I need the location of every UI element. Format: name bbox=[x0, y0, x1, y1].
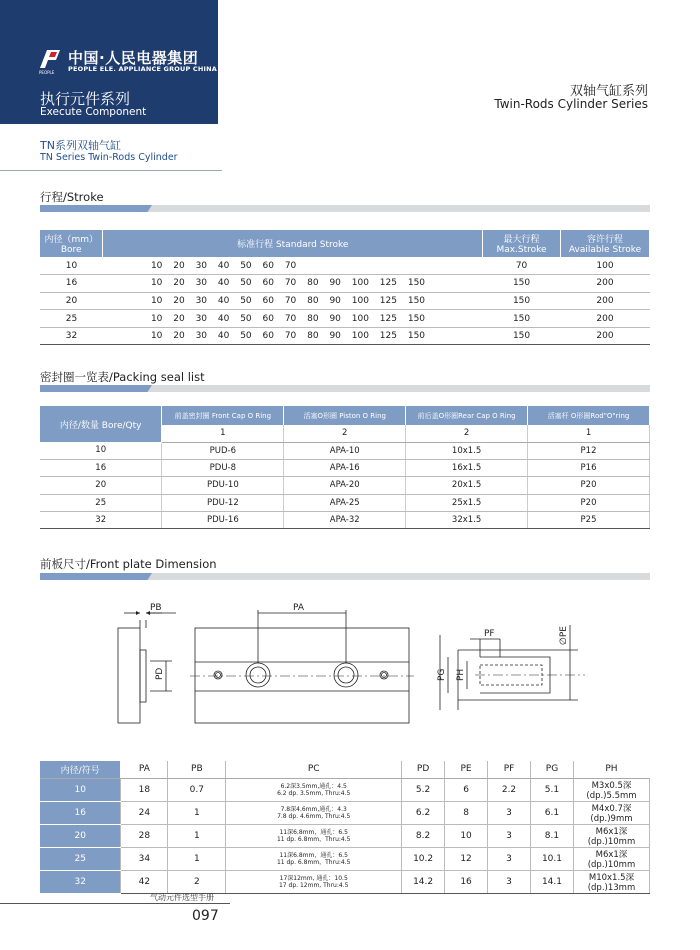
ph-header: PH bbox=[573, 761, 649, 778]
front-cap-header: 前盖密封圈 Front Cap O Ring bbox=[162, 406, 284, 425]
front-plate-heading-bar bbox=[40, 573, 650, 580]
brand-name-en: PEOPLE ELE. APPLIANCE GROUP CHINA bbox=[68, 65, 218, 73]
table-row: 25 PDU-12 APA-25 25x1.5 P20 bbox=[40, 494, 650, 511]
table-row: 32 10 20 30 40 50 60 70 80 90 100 125 150 150 200 bbox=[40, 327, 650, 345]
rear-cap-header: 前后盖O形圈Rear Cap O Ring bbox=[406, 406, 528, 425]
table-row: 16 PDU-8 APA-16 16x1.5 P16 bbox=[40, 459, 650, 476]
bore-symbol-header: 内径/符号 bbox=[40, 761, 121, 778]
footer-divider bbox=[0, 903, 230, 904]
label-ph: PH bbox=[456, 668, 466, 681]
front-view-plate bbox=[195, 628, 409, 723]
pb-header: PB bbox=[168, 761, 226, 778]
label-pb: PB bbox=[150, 603, 162, 613]
table-row: 10 PUD-6 APA-10 10x1.5 P12 bbox=[40, 442, 650, 459]
rod-header: 活塞杆 O形圈Rod"O"ring bbox=[528, 406, 650, 425]
table-row: 20 10 20 30 40 50 60 70 80 90 100 125 150 150 200 bbox=[40, 292, 650, 310]
seal-heading: 密封圈一览表/Packing seal list bbox=[40, 370, 205, 384]
footer-manual-title: 气动元件选型手册 bbox=[150, 893, 214, 902]
label-pd: PD bbox=[155, 667, 165, 680]
pc-header: PC bbox=[226, 761, 402, 778]
brand-people-text: PEOPLE bbox=[39, 70, 55, 75]
max-stroke-header: 最大行程 Max.Stroke bbox=[483, 230, 561, 257]
qty-cell: 2 bbox=[284, 425, 406, 442]
label-pa: PA bbox=[293, 603, 305, 613]
table-row: 10 18 0.7 6.2深3.5mm,通孔：4.5 6.2 dp. 3.5mm, Thru:4.5 5.2 6 2.2 5.1 M3x0.5深(dp.)5.5mm bbox=[40, 778, 650, 801]
bore-header: 内径（mm） Bore bbox=[40, 230, 103, 257]
product-title-cn: TN系列双轴气缸 bbox=[40, 139, 121, 152]
qty-cell: 1 bbox=[528, 425, 650, 442]
table-row: 25 34 1 11深6.8mm，通孔：6.5 11 dp. 6.8mm，Thru:4.5 10.2 12 3 10.1 M6x1深(dp.)10mm bbox=[40, 847, 650, 870]
company-logo-icon bbox=[38, 48, 62, 70]
standard-stroke-header: 标准行程 Standard Stroke bbox=[103, 230, 483, 257]
stroke-heading-bar bbox=[40, 205, 650, 212]
piston-header: 活塞O形圈 Piston O Ring bbox=[284, 406, 406, 425]
side-view-step bbox=[140, 650, 146, 702]
table-row: 32 42 2 17深12mm, 通孔：10.5 17 dp. 12mm, Thru:4.5 14.2 16 3 14.1 M10x1.5深(dp.)13mm bbox=[40, 870, 650, 893]
stroke-heading: 行程/Stroke bbox=[40, 190, 104, 204]
qty-cell: 1 bbox=[162, 425, 284, 442]
table-row: 25 10 20 30 40 50 60 70 80 90 100 125 150 150 200 bbox=[40, 310, 650, 328]
table-row: 32 PDU-16 APA-32 32x1.5 P25 bbox=[40, 512, 650, 529]
qty-cell: 2 bbox=[406, 425, 528, 442]
label-pe: ∅PE bbox=[559, 626, 569, 645]
label-pf: PF bbox=[484, 629, 495, 639]
pa-header: PA bbox=[121, 761, 168, 778]
pd-header: PD bbox=[402, 761, 445, 778]
pg-header: PG bbox=[530, 761, 573, 778]
product-title-en: TN Series Twin-Rods Cylinder bbox=[40, 152, 178, 163]
front-plate-heading: 前板尺寸/Front plate Dimension bbox=[40, 557, 217, 571]
pe-header: PE bbox=[445, 761, 488, 778]
side-view-plate bbox=[118, 628, 140, 723]
brand-header bbox=[0, 0, 218, 124]
seal-table bbox=[40, 406, 650, 529]
front-plate-table bbox=[40, 761, 650, 894]
table-row: 20 PDU-10 APA-20 20x1.5 P20 bbox=[40, 477, 650, 494]
stroke-table bbox=[40, 230, 650, 345]
pf-header: PF bbox=[488, 761, 531, 778]
bore-qty-header: 内径/数量 Bore/Qty bbox=[40, 406, 162, 442]
seal-heading-bar bbox=[40, 385, 650, 392]
table-row: 10 10 20 30 40 50 60 70 70 100 bbox=[40, 257, 650, 275]
label-pg: PG bbox=[437, 668, 447, 681]
page-number: 097 bbox=[192, 908, 219, 924]
series-title-en: Twin-Rods Cylinder Series bbox=[494, 97, 648, 111]
header-divider bbox=[0, 170, 222, 171]
available-stroke-header: 容许行程 Available Stroke bbox=[561, 230, 650, 257]
table-row: 16 24 1 7.8深4.6mm,通孔：4.3 7.8 dp. 4.6mm, Thru:4.5 6.2 8 3 6.1 M4x0.7深(dp.)9mm bbox=[40, 801, 650, 824]
brand-name-cn: 中国·人民电器集团 bbox=[68, 49, 199, 67]
table-row: 16 10 20 30 40 50 60 70 80 90 100 125 150 150 200 bbox=[40, 275, 650, 293]
series-title-cn: 双轴气缸系列 bbox=[569, 84, 648, 99]
front-plate-drawing bbox=[110, 595, 590, 735]
section-title-cn: 执行元件系列 bbox=[40, 90, 131, 108]
table-row: 20 28 1 11深6.8mm，通孔：6.5 11 dp. 6.8mm，Thru:4.5 8.2 10 3 8.1 M6x1深(dp.)10mm bbox=[40, 824, 650, 847]
section-title-en: Execute Component bbox=[40, 106, 147, 118]
